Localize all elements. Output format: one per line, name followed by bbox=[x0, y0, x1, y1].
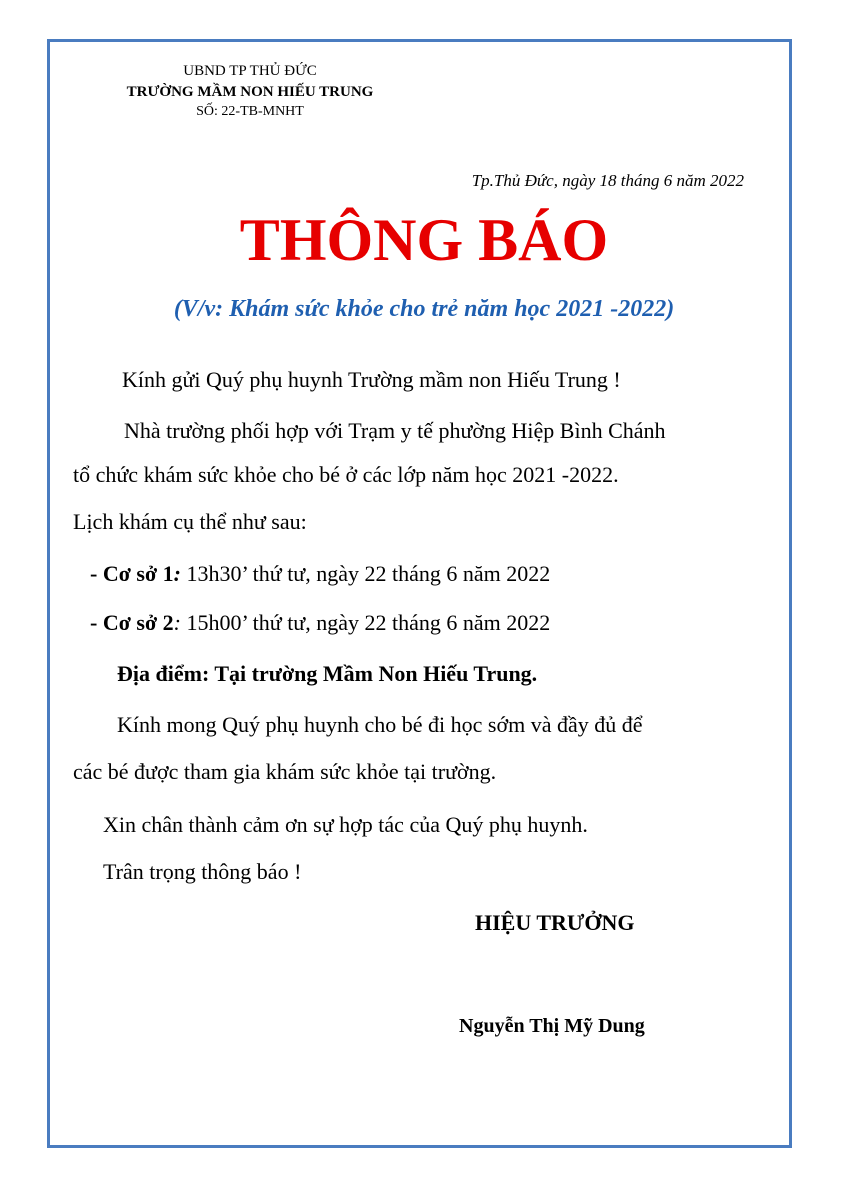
schedule-item bbox=[90, 561, 550, 587]
schedule-detail: 15h00’ thứ tư, ngày 22 tháng 6 năm 2022 bbox=[180, 610, 551, 635]
school-name: TRƯỜNG MẦM NON HIẾU TRUNG bbox=[126, 84, 374, 100]
document-number: SỐ: 22-TB-MNHT bbox=[196, 104, 304, 119]
paragraph1-line3: Lịch khám cụ thể như sau: bbox=[73, 509, 307, 534]
closing-line: Trân trọng thông báo ! bbox=[103, 859, 302, 884]
signature-role: HIỆU TRƯỞNG bbox=[475, 910, 635, 935]
schedule-detail: 13h30’ thứ tư, ngày 22 tháng 6 năm 2022 bbox=[180, 561, 551, 586]
authority-name: UBND TP THỦ ĐỨC bbox=[183, 63, 317, 79]
exam-location: Địa điểm: Tại trường Mầm Non Hiếu Trung. bbox=[117, 661, 538, 686]
thanks-line: Xin chân thành cảm ơn sự hợp tác của Quý phụ huynh. bbox=[103, 812, 588, 837]
signature-name: Nguyễn Thị Mỹ Dung bbox=[459, 1015, 645, 1037]
schedule-separator: : bbox=[173, 561, 181, 586]
schedule-dash: - bbox=[90, 610, 103, 635]
document-subject: (V/v: Khám sức khỏe cho trẻ năm học 2021 -2022) bbox=[173, 296, 675, 322]
schedule-dash: - bbox=[90, 561, 103, 586]
paragraph2-line1: Kính mong Quý phụ huynh cho bé đi học sớm và đầy đủ để bbox=[117, 712, 643, 737]
paragraph2-line2: các bé được tham gia khám sức khỏe tại trường. bbox=[73, 759, 497, 784]
schedule-location-label: Cơ sở 2 bbox=[102, 610, 174, 635]
document-title: THÔNG BÁO bbox=[239, 207, 609, 273]
paragraph1-line1: Nhà trường phối hợp với Trạm y tế phường Hiệp Bình Chánh bbox=[124, 418, 666, 443]
schedule-separator: : bbox=[173, 610, 181, 635]
schedule-item bbox=[90, 610, 550, 636]
greeting: Kính gửi Quý phụ huynh Trường mầm non Hiếu Trung ! bbox=[122, 367, 621, 392]
date-line: Tp.Thủ Đức, ngày 18 tháng 6 năm 2022 bbox=[471, 171, 744, 190]
schedule-location-label: Cơ sở 1 bbox=[102, 561, 174, 586]
paragraph1-line2: tổ chức khám sức khỏe cho bé ở các lớp năm học 2021 -2022. bbox=[73, 462, 619, 487]
